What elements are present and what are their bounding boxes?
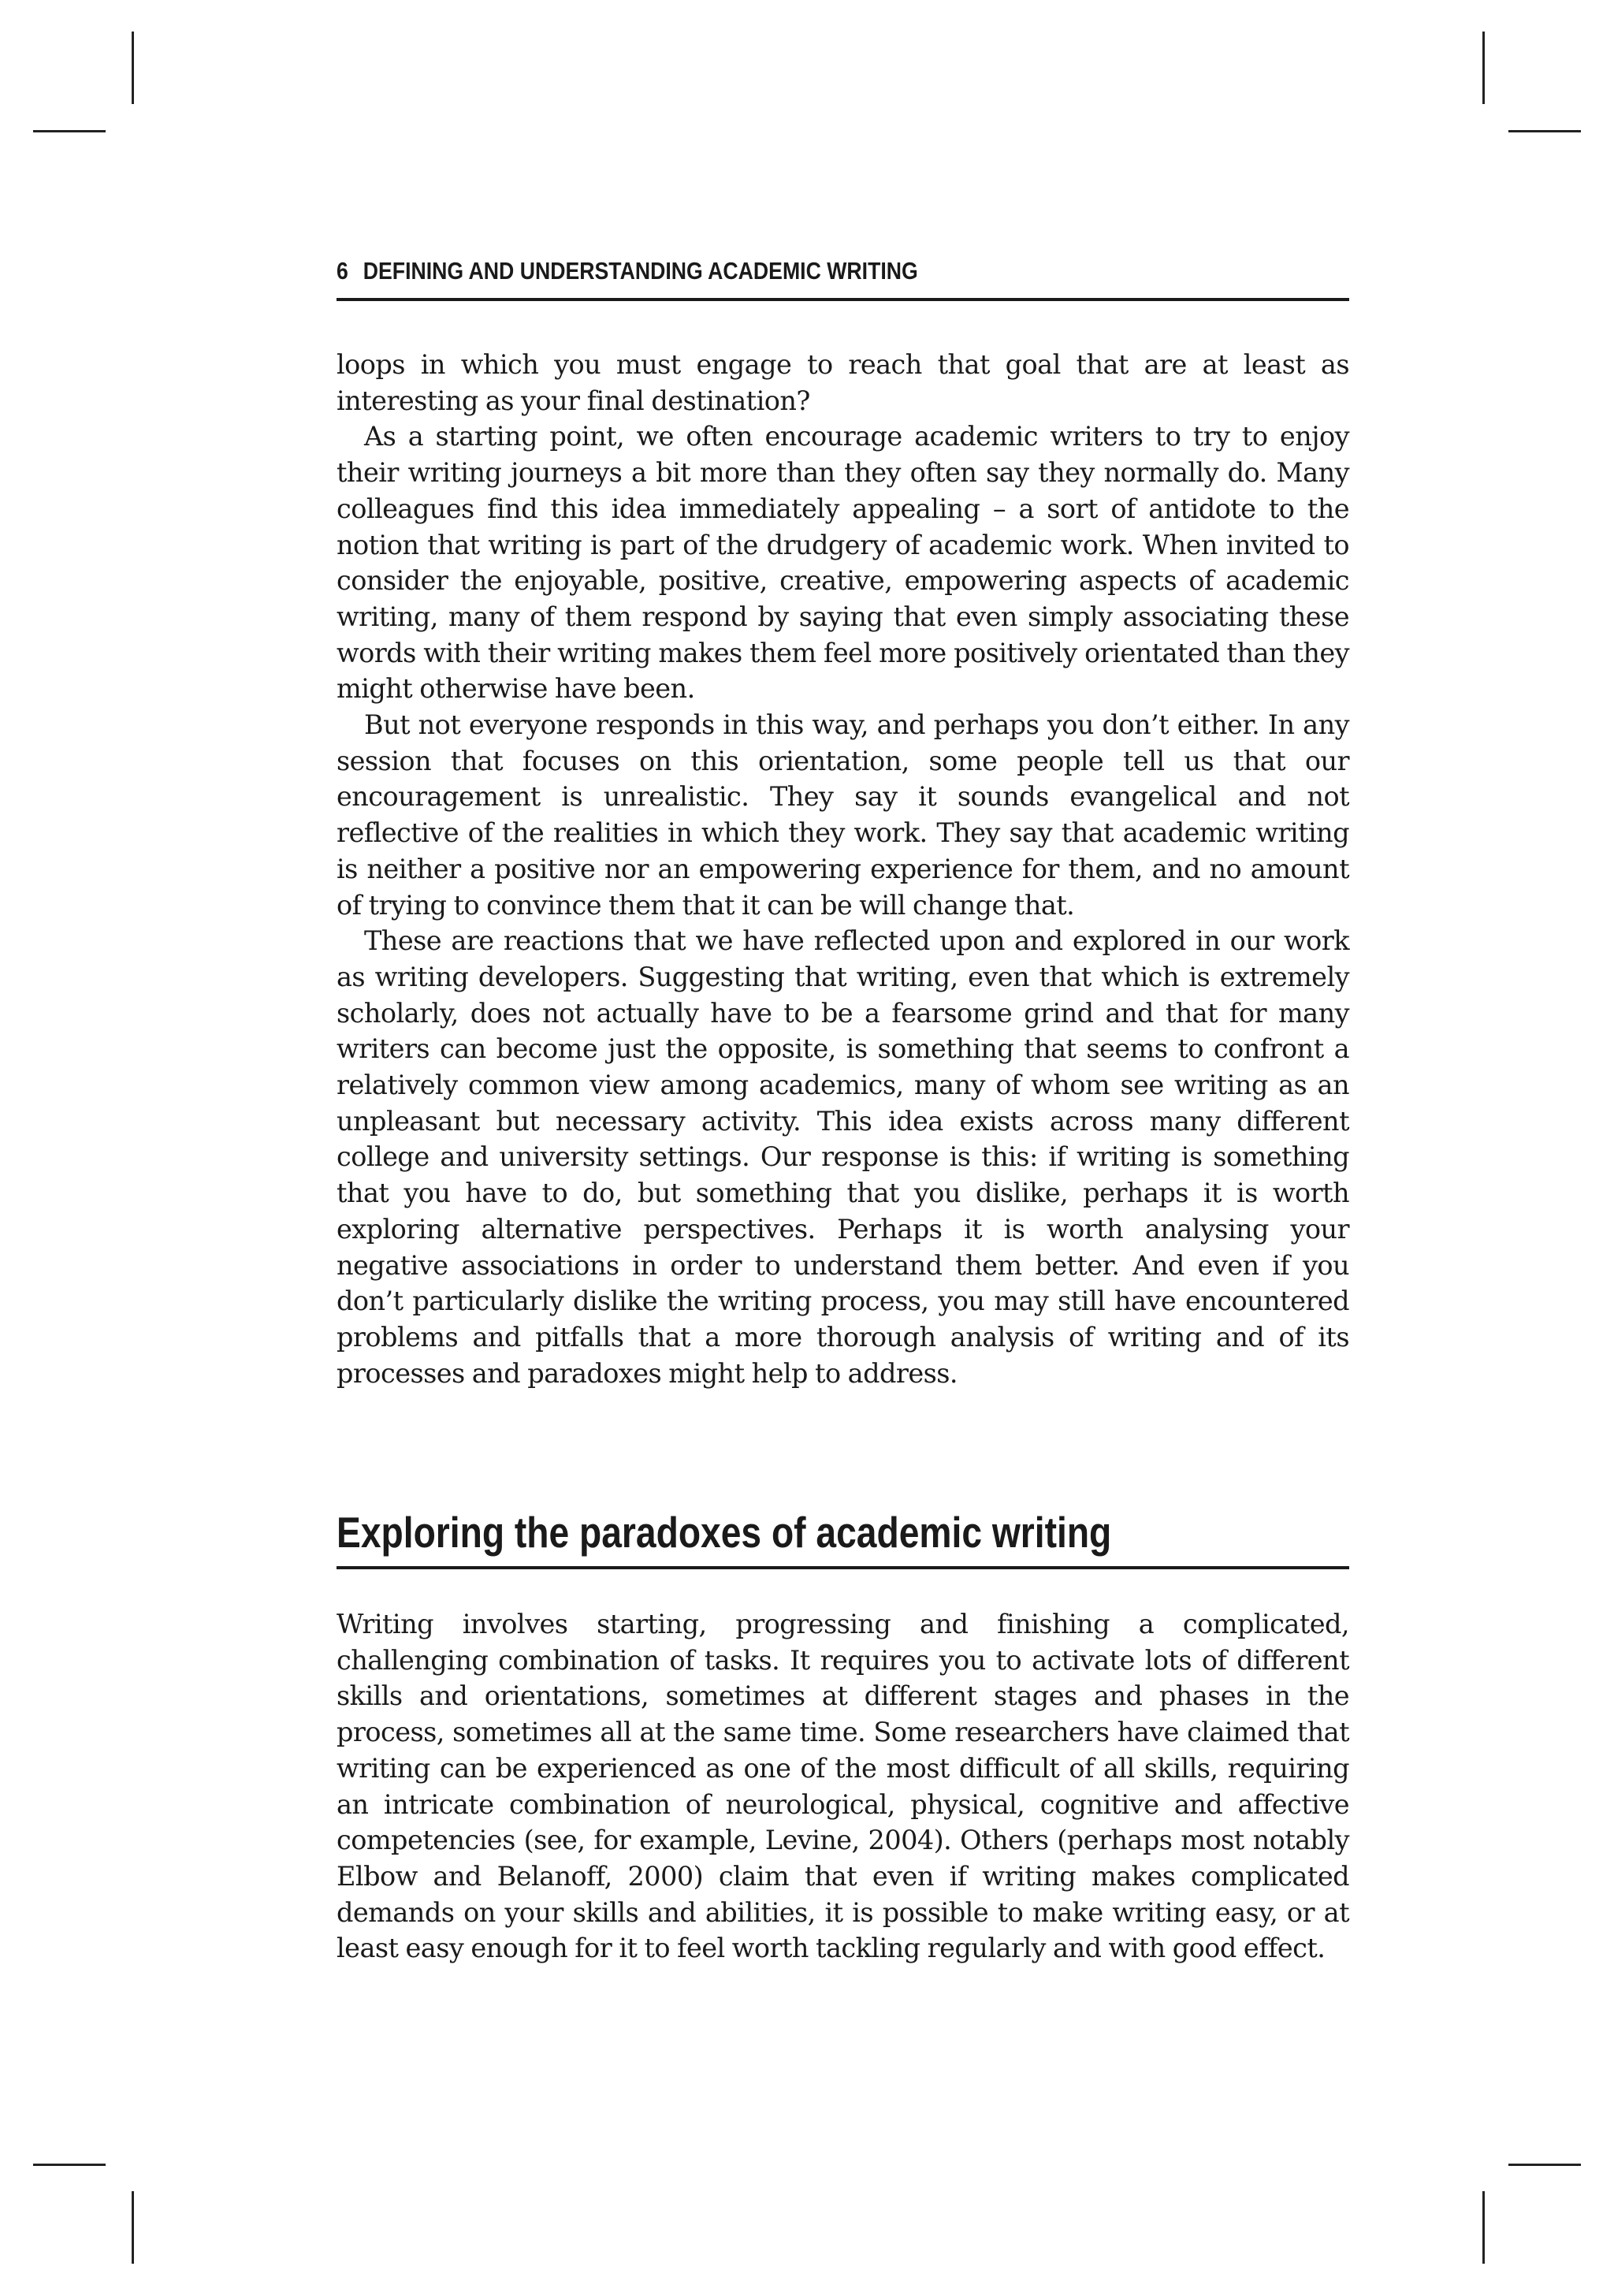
crop-mark-top-right-vertical — [1482, 32, 1485, 104]
body-text-top — [337, 347, 1349, 1391]
crop-mark-top-left-vertical — [132, 32, 134, 104]
page-number: 6 — [337, 257, 348, 285]
paragraph-continued: loops in which you must engage to reach that goal that are at least as interesting as your final destination? — [337, 349, 1349, 416]
running-head-title: DEFINING AND UNDERSTANDING ACADEMIC WRITING — [363, 257, 918, 285]
running-head-rule — [337, 298, 1349, 301]
paragraph: As a starting point, we often encourage academic writers to try to enjoy their writing journeys a bit more than they often say they normally do. Many colleagues find this idea immediately appealing – a sort of antidote to the notion that writing is part of the drudgery of academic work. When invited to consider the enjoyable, positive, creative, empowering aspects of academic writing, many of them respond by saying that even simply associating these words with their writing makes them feel more positively orientated than they might otherwise have been. — [337, 421, 1349, 705]
crop-mark-bottom-left-horizontal — [33, 2164, 106, 2166]
paragraph: Writing involves starting, progressing and finishing a complicated, challenging combination of tasks. It requires you to activate lots of different skills and orientations, sometimes at different stages and phases in the process, sometimes all at the same time. Some researchers have claimed that writing can be experienced as one of the most difficult of all skills, requiring an intricate combination of neurological, physical, cognitive and affective competencies (see, for example, Levine, 2004). Others (perhaps most notably Elbow and Belanoff, 2000) claim that even if writing makes complicated demands on your skills and abilities, it is possible to make writing easy, or at least easy enough for it to feel worth tackling regularly and with good effect. — [337, 1609, 1349, 1964]
crop-mark-bottom-left-vertical — [132, 2191, 134, 2264]
crop-mark-bottom-right-vertical — [1482, 2191, 1485, 2264]
running-head — [337, 257, 1207, 285]
crop-mark-bottom-right-horizontal — [1508, 2164, 1581, 2166]
section-heading: Exploring the paradoxes of academic writing — [337, 1508, 1112, 1557]
crop-mark-top-right-horizontal — [1508, 130, 1581, 132]
body-text-section — [337, 1606, 1349, 1967]
section-heading-rule — [337, 1566, 1349, 1569]
paragraph: These are reactions that we have reflected upon and explored in our work as writing developers. Suggesting that writing, even that which is extremely scholarly, does not actually have to be a fearsome grind and that for many writers can become just the opposite, is something that seems to confront a relatively common view among academics, many of whom see writing as an unpleasant but necessary activity. This idea exists across many different college and university settings. Our response is this: if writing is something that you have to do, but something that you dislike, perhaps it is worth exploring alternative perspectives. Perhaps it is worth analysing your negative associations in order to understand them better. And even if you don’t particularly dislike the writing process, you may still have encountered problems and pitfalls that a more thorough analysis of writing and of its processes and paradoxes might help to address. — [337, 925, 1349, 1389]
paragraph: But not everyone responds in this way, and perhaps you don’t either. In any session that focuses on this orientation, some people tell us that our encouragement is unrealistic. They say it sounds evangelical and not reflective of the realities in which they work. They say that academic writing is neither a positive nor an empowering experience for them, and no amount of trying to convince them that it can be will change that. — [337, 709, 1349, 921]
crop-mark-top-left-horizontal — [33, 130, 106, 132]
